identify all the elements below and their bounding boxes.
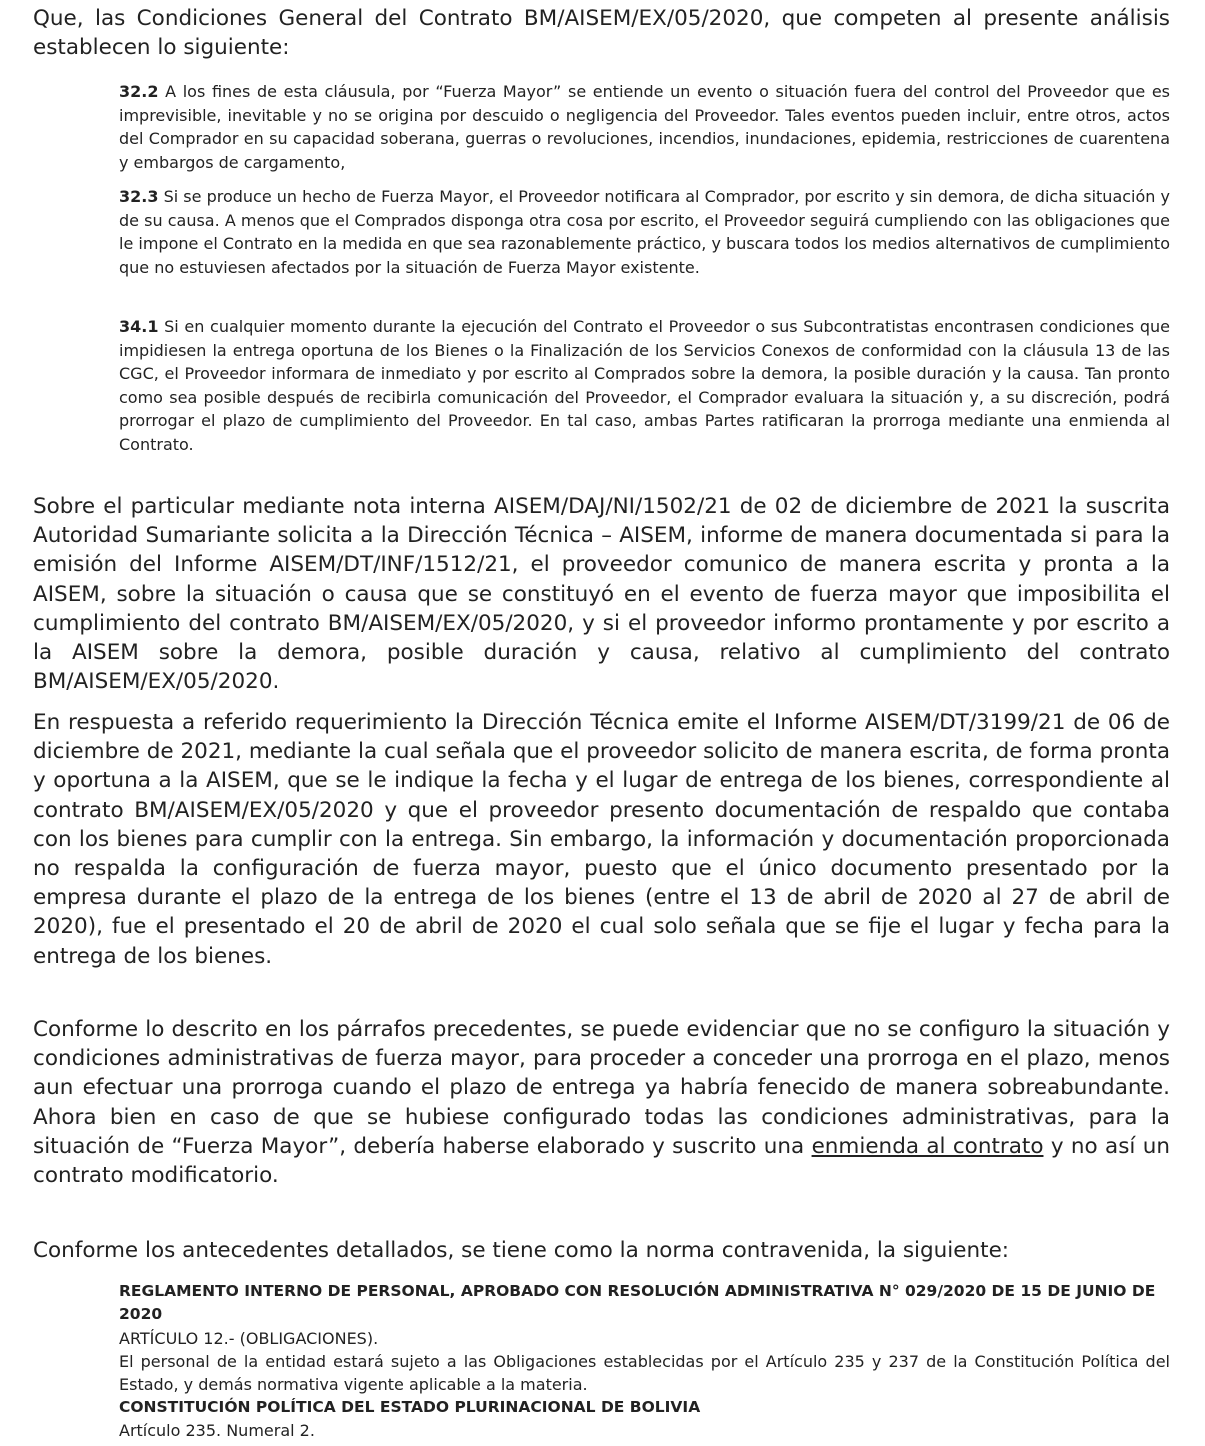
clause-number: 32.3	[119, 187, 159, 206]
clause-number: 34.1	[119, 317, 159, 336]
clause-32-2	[119, 80, 1170, 174]
clause-text: A los fines de esta cláusula, por “Fuerza Mayor” se entiende un evento o situación fuera del control del Proveedor que es imprevisible, inevitable y no se origina por descuido o negligencia del Proveedor. Tales eventos pueden incluir, entre otros, actos del Comprador en su capacidad soberana, guerras o revoluciones, incendios, inundaciones, epidemia, restricciones de cuarentena y embargos de cargamento,	[119, 82, 1170, 172]
paragraph-technical-response: En respuesta a referido requerimiento la Dirección Técnica emite el Informe AISEM/DT/3199/21 de 06 de diciembre de 2021, mediante la cual señala que el proveedor solicito de manera escrita, de forma pronta y oportuna a la AISEM, que se le indique la fecha y el lugar de entrega de los bienes, correspondiente al contrato BM/AISEM/EX/05/2020 y que el proveedor presento documentación de respaldo que contaba con los bienes para cumplir con la entrega. Sin embargo, la información y documentación proporcionada no respalda la configuración de fuerza mayor, puesto que el único documento presentado por la empresa durante el plazo de la entrega de los bienes (entre el 13 de abril de 2020 al 27 de abril de 2020), fue el presentado el 20 de abril de 2020 el cual solo señala que se fije el lugar y fecha para la entrega de los bienes.	[33, 710, 1170, 969]
intro-paragraph: Que, las Condiciones General del Contrato BM/AISEM/EX/05/2020, que competen al presente análisis establecen lo siguiente:	[33, 6, 1170, 61]
clause-34-1	[119, 315, 1170, 457]
paragraph-norm-intro: Conforme los antecedentes detallados, se tiene como la norma contravenida, la siguiente:	[33, 1238, 1010, 1263]
clause-32-3	[119, 185, 1170, 279]
clause-number: 32.2	[119, 82, 159, 101]
paragraph-memo-request: Sobre el particular mediante nota interna AISEM/DAJ/NI/1502/21 de 02 de diciembre de 2021 la suscrita Autoridad Sumariante solicita a la Dirección Técnica – AISEM, informe de manera documentada si para la emisión del Informe AISEM/DT/INF/1512/21, el proveedor comunico de manera escrita y pronta a la AISEM, sobre la situación o causa que se constituyó en el evento de fuerza mayor que imposibilita el cumplimiento del contrato BM/AISEM/EX/05/2020, y si el proveedor informo prontamente y por escrito a la AISEM sobre la demora, posible duración y causa, relativo al cumplimiento del contrato BM/AISEM/EX/05/2020.	[33, 494, 1170, 695]
conclusion-text: Conforme lo descrito en los párrafos precedentes, se puede evidenciar que no se configuro la situación y condiciones administrativas de fuerza mayor, para proceder a conceder una prorroga en el plazo, menos aun efectuar una prorroga cuando el plazo de entrega ya habría fenecido de manera sobreabundante. Ahora bien en caso de que se hubiese configurado todas las condiciones administrativas, para la situación de “Fuerza Mayor”, debería haberse elaborado y suscrito una	[33, 1017, 1170, 1159]
conclusion-text-end: y no así un contrato modificatorio.	[33, 1133, 1170, 1189]
norm-text: El personal de la entidad estará sujeto a las Obligaciones establecidas por el Artículo 235 y 237 de la Constitución Política del Estado, y demás normativa vigente aplicable a la materia.	[119, 1352, 1170, 1395]
norm-article: ARTÍCULO 12.- (OBLIGACIONES).	[119, 1329, 379, 1348]
amendment-underlined: enmienda al contrato	[811, 1133, 1044, 1159]
norm-heading: REGLAMENTO INTERNO DE PERSONAL, APROBADO CON RESOLUCIÓN ADMINISTRATIVA N° 029/2020 DE 15 DE JUNIO DE 2020	[119, 1282, 1156, 1324]
clause-text: Si se produce un hecho de Fuerza Mayor, el Proveedor notificara al Comprador, por escrito y sin demora, de dicha situación y de su causa. A menos que el Comprados disponga otra cosa por escrito, el Proveedor seguirá cumpliendo con las obligaciones que le impone el Contrato en la medida en que sea razonablemente práctico, y buscara todos los medios alternativos de cumplimiento que no estuviesen afectados por la situación de Fuerza Mayor existente.	[119, 187, 1170, 277]
clause-text: Si en cualquier momento durante la ejecución del Contrato el Proveedor o sus Subcontratistas encontrasen condiciones que impidiesen la entrega oportuna de los Bienes o la Finalización de los Servicios Conexos de conformidad con la cláusula 13 de las CGC, el Proveedor informara de inmediato y por escrito al Comprados sobre la demora, la posible duración y la causa. Tan pronto como sea posible después de recibirla comunicación del Proveedor, el Comprador evaluara la situación y, a su discreción, podrá prorrogar el plazo de cumplimiento del Proveedor. En tal caso, ambas Partes ratificaran la prorroga mediante una enmienda al Contrato.	[119, 317, 1170, 454]
paragraph-conclusion	[33, 1015, 1170, 1190]
constitution-article: Artículo 235. Numeral 2.	[119, 1421, 315, 1440]
constitution-heading: CONSTITUCIÓN POLÍTICA DEL ESTADO PLURINACIONAL DE BOLIVIA	[119, 1398, 701, 1416]
